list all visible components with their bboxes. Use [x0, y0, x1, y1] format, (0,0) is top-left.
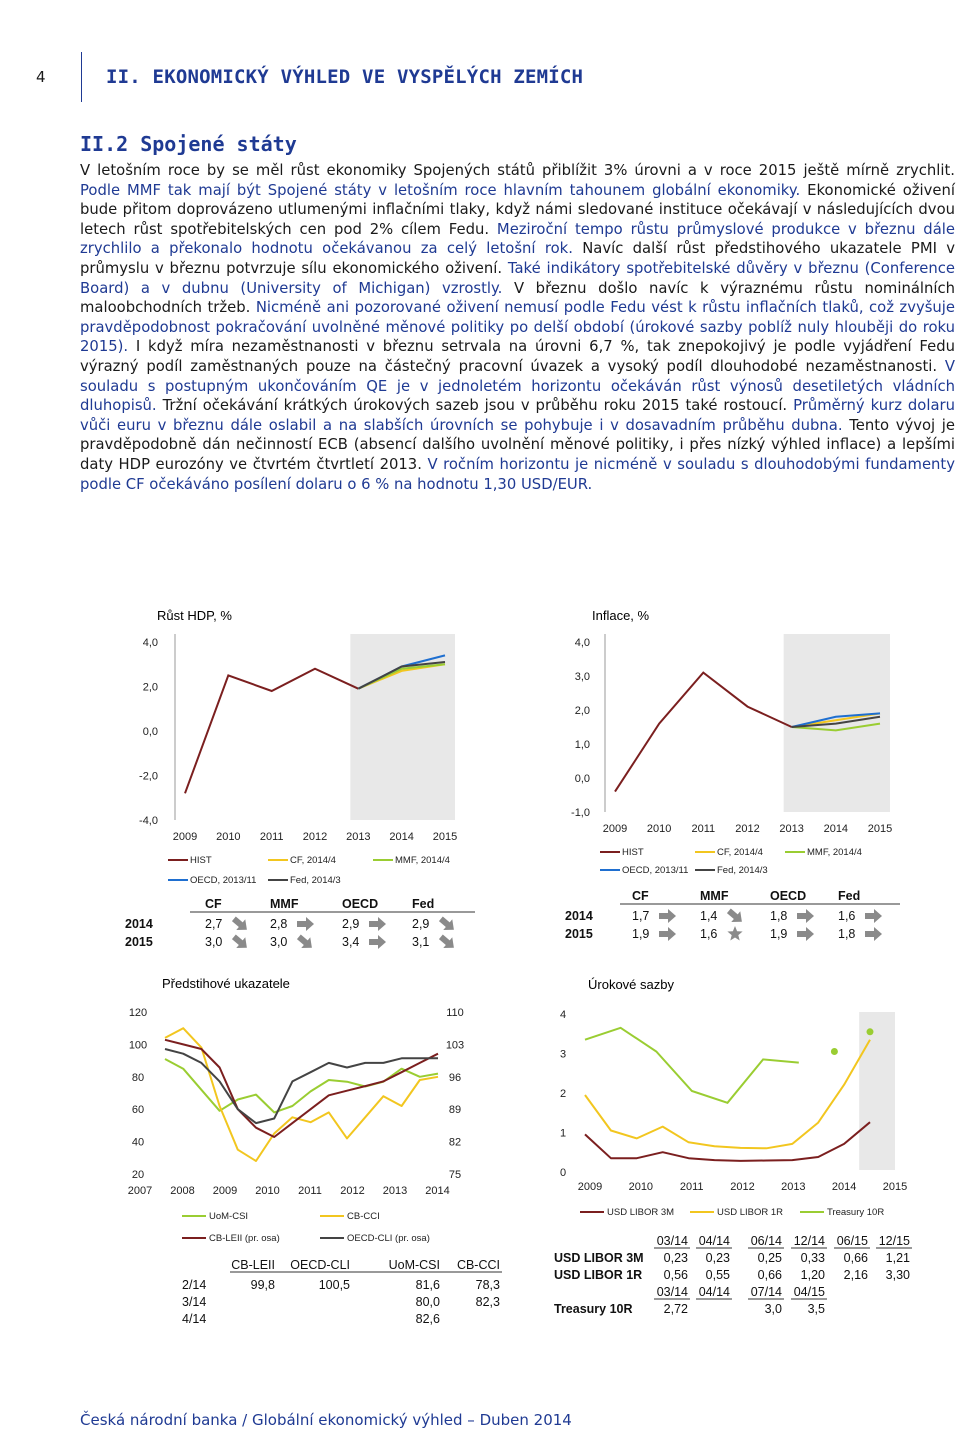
- y-tick-label: 0,0: [574, 773, 590, 785]
- table-header: Fed: [412, 897, 435, 911]
- y-left-tick-label: 40: [131, 1136, 145, 1149]
- sentence: Podle MMF tak mají být Spojené státy v letošním roce hlavním tahounem globální ekonomiky.: [80, 181, 808, 199]
- table-cell: 2,9: [342, 917, 360, 931]
- table-row-label: Treasury 10R: [554, 1302, 633, 1316]
- x-tick-label: 2011: [691, 823, 716, 835]
- arrow-down-icon: [724, 905, 746, 927]
- y-tick-label: 2,0: [142, 681, 158, 694]
- table-row-label: USD LIBOR 1R: [554, 1268, 643, 1282]
- header-divider: [81, 52, 82, 102]
- table-cell: 2,16: [843, 1268, 868, 1282]
- table-cell: 0,56: [663, 1268, 688, 1282]
- table-cell: 3,4: [342, 935, 360, 949]
- table-cell: 03/14: [656, 1234, 688, 1248]
- legend-label: CF, 2014/4: [717, 847, 763, 858]
- arrow-shape: [229, 913, 251, 935]
- x-tick-label: 2010: [216, 831, 241, 843]
- sentence: I když míra nezaměstnanosti v březnu setrvala na úrovni 6,7 %, tak znepokojivý je podle vyjádření Fedu výrazný podíl zaměstnaných pouze na částečný pracovní úvazek a vysoký podíl dlouhodobé nezaměstnanosti.: [80, 338, 955, 375]
- table-cell: 3,0: [205, 935, 223, 949]
- chart-svg: [120, 600, 490, 960]
- table-cell: 1,20: [800, 1268, 825, 1282]
- table-cell: 1,7: [632, 909, 650, 923]
- y-left-tick-label: 100: [128, 1039, 148, 1052]
- arrow-right-icon: [865, 927, 882, 941]
- arrow-right-icon: [797, 927, 814, 941]
- table-cell: 04/14: [698, 1285, 730, 1299]
- x-tick-label: 2013: [779, 823, 804, 835]
- y-tick-label: 2,0: [574, 705, 590, 717]
- x-tick-label: 2010: [255, 1185, 280, 1197]
- x-tick-label: 2009: [577, 1181, 603, 1193]
- legend-label: CB-LEII (pr. osa): [209, 1233, 280, 1244]
- y-tick-label: -4,0: [139, 815, 158, 827]
- y-tick-label: 4: [559, 1009, 567, 1021]
- arrow-shape: [369, 917, 386, 931]
- table-cell: 2,7: [205, 917, 223, 931]
- x-tick-label: 2015: [867, 823, 893, 835]
- x-tick-label: 2014: [389, 831, 414, 843]
- x-tick-label: 2012: [340, 1185, 365, 1197]
- table-header: OECD-CLI: [290, 1258, 350, 1272]
- forecast-point: [867, 1028, 874, 1035]
- arrow-shape: [436, 913, 458, 935]
- x-tick-label: 2014: [831, 1181, 857, 1193]
- arrow-shape: [865, 927, 882, 941]
- table-row-label: 2/14: [182, 1278, 207, 1292]
- leading-indicators-chart: [120, 970, 510, 1330]
- y-tick-label: 0: [559, 1167, 567, 1179]
- x-tick-label: 2012: [730, 1181, 755, 1193]
- x-tick-label: 2010: [646, 823, 672, 835]
- table-cell: 06/15: [836, 1234, 868, 1248]
- table-header: CB-CCI: [456, 1258, 500, 1272]
- arrow-right-icon: [369, 935, 386, 949]
- arrow-shape: [724, 905, 746, 927]
- x-tick-label: 2015: [882, 1181, 908, 1193]
- x-tick-label: 2010: [628, 1181, 654, 1193]
- y-tick-label: -1,0: [571, 807, 590, 819]
- y-tick-label: 4,0: [142, 637, 158, 649]
- chart-svg: [550, 970, 930, 1330]
- arrow-shape: [229, 931, 251, 953]
- table-cell: 3,30: [885, 1268, 910, 1282]
- legend-label: MMF, 2014/4: [807, 847, 862, 858]
- arrow-down-icon: [294, 931, 316, 953]
- sentence: V letošním roce by se měl růst ekonomiky Spojených států přiblížit 3% úrovni a v roce 2015 ještě mírně zrychlit.: [80, 162, 955, 179]
- table-cell: 0,33: [800, 1251, 825, 1265]
- table-cell: 3,0: [764, 1302, 782, 1316]
- table-header: OECD: [342, 897, 379, 911]
- y-right-tick-label: 96: [448, 1071, 462, 1084]
- arrow-shape: [797, 909, 814, 923]
- table-cell: 78,3: [475, 1278, 500, 1292]
- table-row-label: 2014: [125, 917, 153, 931]
- y-left-tick-label: 80: [131, 1071, 145, 1084]
- legend-label: Fed, 2014/3: [717, 865, 768, 876]
- arrow-shape: [436, 931, 458, 953]
- table-row-label: 4/14: [182, 1312, 207, 1326]
- x-tick-label: 2013: [382, 1185, 408, 1197]
- table-cell: 3,0: [270, 935, 288, 949]
- table-row-label: 2014: [565, 909, 593, 923]
- table-cell: 99,8: [250, 1278, 275, 1292]
- x-tick-label: 2013: [781, 1181, 806, 1193]
- legend-label: UoM-CSI: [209, 1211, 249, 1222]
- table-cell: 2,9: [412, 917, 430, 931]
- y-left-tick-label: 60: [131, 1104, 145, 1117]
- arrow-right-icon: [865, 909, 882, 923]
- interest-rates-chart: [550, 970, 930, 1330]
- x-tick-label: 2009: [172, 831, 198, 843]
- legend-label: OECD, 2013/11: [622, 865, 689, 876]
- x-tick-label: 2012: [302, 831, 328, 843]
- chart-title: Úrokové sazby: [588, 977, 674, 992]
- legend-label: Treasury 10R: [827, 1207, 885, 1218]
- table-header: UoM-CSI: [388, 1258, 440, 1272]
- y-tick-label: 4,0: [574, 637, 590, 649]
- sentence: Meziroční tempo růstu průmyslové produkce v březnu dále zrychlilo a překonalo hodnotu očekávanou za celý letošní rok.: [80, 220, 955, 258]
- legend-label: HIST: [190, 855, 212, 866]
- arrow-right-icon: [797, 909, 814, 923]
- y-tick-label: 1,0: [574, 739, 590, 751]
- table-row-label: 2015: [125, 935, 153, 949]
- star-icon: [727, 926, 742, 941]
- table-cell: 07/14: [750, 1285, 782, 1299]
- arrow-down-icon: [229, 913, 251, 935]
- table-cell: 0,23: [663, 1251, 688, 1265]
- table-cell: 06/14: [750, 1234, 782, 1248]
- series-line: [185, 669, 358, 794]
- arrow-shape: [797, 927, 814, 941]
- x-tick-label: 2011: [679, 1181, 704, 1193]
- x-tick-label: 2014: [425, 1185, 450, 1197]
- table-cell: 0,55: [705, 1268, 730, 1282]
- table-cell: 1,4: [700, 909, 718, 923]
- legend-label: USD LIBOR 1R: [717, 1207, 783, 1218]
- arrow-shape: [659, 927, 676, 941]
- x-tick-label: 2008: [170, 1185, 195, 1197]
- table-cell: 1,6: [700, 927, 718, 941]
- series-line: [585, 1122, 870, 1161]
- table-header: MMF: [270, 897, 299, 911]
- y-right-tick-label: 75: [448, 1169, 462, 1181]
- table-header: Fed: [838, 889, 861, 903]
- table-cell: 1,8: [770, 909, 788, 923]
- chart-title: Růst HDP, %: [157, 608, 232, 623]
- arrow-shape: [369, 935, 386, 949]
- table-cell: 82,6: [415, 1312, 440, 1326]
- chart-svg: [120, 970, 510, 1330]
- arrow-right-icon: [297, 917, 314, 931]
- chart-title: Předstihové ukazatele: [162, 976, 290, 991]
- arrow-down-icon: [229, 931, 251, 953]
- y-tick-label: 3: [559, 1048, 567, 1061]
- arrow-down-icon: [436, 931, 458, 953]
- table-cell: 82,3: [475, 1295, 500, 1309]
- forecast-shade: [859, 1012, 895, 1170]
- table-row-label: USD LIBOR 3M: [554, 1251, 644, 1265]
- legend-label: OECD-CLI (pr. osa): [347, 1233, 430, 1244]
- arrow-right-icon: [369, 917, 386, 931]
- table-cell: 2,8: [270, 917, 288, 931]
- series-line: [585, 1040, 870, 1149]
- legend-label: CB-CCI: [347, 1211, 380, 1222]
- legend-label: HIST: [622, 847, 644, 858]
- table-cell: 1,9: [770, 927, 788, 941]
- legend-label: Fed, 2014/3: [290, 875, 341, 886]
- table-cell: 12/15: [878, 1234, 910, 1248]
- chapter-title: II. EKONOMICKÝ VÝHLED VE VYSPĚLÝCH ZEMÍCH: [106, 66, 584, 88]
- table-cell: 3,5: [807, 1302, 825, 1316]
- series-line: [585, 1028, 799, 1103]
- y-right-tick-label: 103: [445, 1039, 465, 1052]
- arrow-shape: [865, 909, 882, 923]
- forecast-point: [831, 1048, 838, 1055]
- table-cell: 3,1: [412, 935, 430, 949]
- table-cell: 1,21: [885, 1251, 910, 1265]
- table-cell: 0,66: [843, 1251, 868, 1265]
- body-paragraph: [80, 161, 955, 494]
- table-cell: 04/14: [698, 1234, 730, 1248]
- table-cell: 100,5: [318, 1278, 350, 1292]
- x-tick-label: 2015: [432, 831, 458, 843]
- y-tick-label: -2,0: [139, 770, 158, 783]
- chart-title: Inflace, %: [592, 608, 650, 623]
- series-line: [165, 1040, 438, 1137]
- table-header: CF: [632, 889, 649, 903]
- table-cell: 0,25: [757, 1251, 782, 1265]
- table-cell: 81,6: [415, 1278, 440, 1292]
- y-left-tick-label: 20: [131, 1169, 145, 1181]
- sentence: Průměrný kurz dolaru vůči euru v březnu dále oslabil a na slabších úrovních se pohybuje i v dosavadním průběhu dubna.: [80, 397, 955, 434]
- page-number: 4: [36, 68, 46, 86]
- table-cell: 1,8: [838, 927, 856, 941]
- table-cell: 03/14: [656, 1285, 688, 1299]
- sentence: V souladu s postupným ukončováním QE je v jednoletém horizontu očekáván růst výnosů desetiletých vládních dluhopisů.: [80, 357, 955, 415]
- arrow-down-icon: [436, 913, 458, 935]
- y-tick-label: 3,0: [574, 671, 590, 683]
- table-cell: 04/15: [793, 1285, 825, 1299]
- arrow-shape: [297, 917, 314, 931]
- y-tick-label: 1: [559, 1127, 567, 1140]
- sentence: V březnu došlo navíc k výraznému růstu nominálních maloobchodních tržeb.: [80, 279, 955, 317]
- legend-label: MMF, 2014/4: [395, 855, 450, 866]
- y-right-tick-label: 82: [448, 1136, 462, 1149]
- table-row-label: 3/14: [182, 1295, 207, 1309]
- sentence: Nicméně ani pozorované oživení nemusí podle Fedu vést k růstu inflačních tlaků, což zvyšuje pravděpodobnost pokračování uvolněné měnové politiky po delší období (úrokové sazby poblíž nuly hlouběji do roku 2015).: [80, 299, 956, 356]
- y-tick-label: 0,0: [142, 726, 158, 738]
- series-line: [615, 673, 792, 792]
- y-right-tick-label: 89: [448, 1104, 462, 1117]
- arrow-right-icon: [659, 909, 676, 923]
- x-tick-label: 2014: [823, 823, 849, 835]
- table-cell: 2,72: [663, 1302, 688, 1316]
- table-cell: 12/14: [793, 1234, 825, 1248]
- chart-svg: [560, 600, 910, 960]
- x-tick-label: 2013: [346, 831, 371, 843]
- table-header: MMF: [700, 889, 729, 903]
- gdp-growth-chart: [120, 600, 490, 960]
- table-cell: 1,9: [632, 927, 650, 941]
- inflation-chart: [560, 600, 910, 960]
- table-cell: 0,23: [705, 1251, 730, 1265]
- sentence: Také indikátory spotřebitelské důvěry v březnu (Conference Board) a v dubnu (University of Michigan) vzrostly.: [80, 259, 955, 297]
- table-cell: 80,0: [415, 1295, 440, 1309]
- y-right-tick-label: 110: [446, 1007, 464, 1019]
- x-tick-label: 2009: [212, 1185, 238, 1197]
- legend-label: OECD, 2013/11: [190, 875, 257, 886]
- x-tick-label: 2012: [735, 823, 760, 835]
- x-tick-label: 2011: [259, 831, 284, 843]
- table-header: OECD: [770, 889, 807, 903]
- table-cell: 1,6: [838, 909, 856, 923]
- sentence: Ekonomické oživení bude přitom doprovázeno utlumenými inflačními tlaky, když námi sledované instituce očekávají v následujících dvou letech růst spotřebitelských cen pod 2% cílem Fedu.: [80, 181, 956, 238]
- legend-label: CF, 2014/4: [290, 855, 336, 866]
- arrow-right-icon: [659, 927, 676, 941]
- footer: Česká národní banka / Globální ekonomický výhled – Duben 2014: [80, 1411, 572, 1429]
- y-tick-label: 2: [559, 1088, 567, 1100]
- sentence: Navíc další růst předstihového ukazatele PMI v průmyslu v březnu potvrzuje sílu ekonomického oživení.: [80, 240, 955, 277]
- sentence: V ročním horizontu je nicméně v souladu s dlouhodobými fundamenty podle CF očekáváno posílení dolaru o 6 % na hodnotu 1,30 USD/EUR.: [80, 455, 955, 493]
- sentence: Tento vývoj je pravděpodobně dán nečinností ECB (absencí dalšího uvolnění měnové politiky, i přes nízký výhled inflace) a lepšími daty HDP eurozóny ve čtvrtém čtvrtletí 2013.: [80, 416, 955, 473]
- x-tick-label: 2009: [602, 823, 628, 835]
- table-cell: 0,66: [757, 1268, 782, 1282]
- x-tick-label: 2007: [127, 1185, 153, 1197]
- arrow-shape: [294, 931, 316, 953]
- legend-label: USD LIBOR 3M: [607, 1207, 675, 1218]
- y-left-tick-label: 120: [128, 1007, 148, 1019]
- arrow-shape: [659, 909, 676, 923]
- sentence: Tržní očekávání krátkých úrokových sazeb jsou v průběhu roku 2015 také rostoucí.: [162, 397, 794, 415]
- star-shape: [727, 926, 742, 941]
- table-header: CF: [205, 897, 222, 911]
- table-header: CB-LEII: [231, 1258, 275, 1272]
- section-title: II.2 Spojené státy: [80, 132, 297, 156]
- table-row-label: 2015: [565, 927, 593, 941]
- x-tick-label: 2011: [298, 1185, 322, 1197]
